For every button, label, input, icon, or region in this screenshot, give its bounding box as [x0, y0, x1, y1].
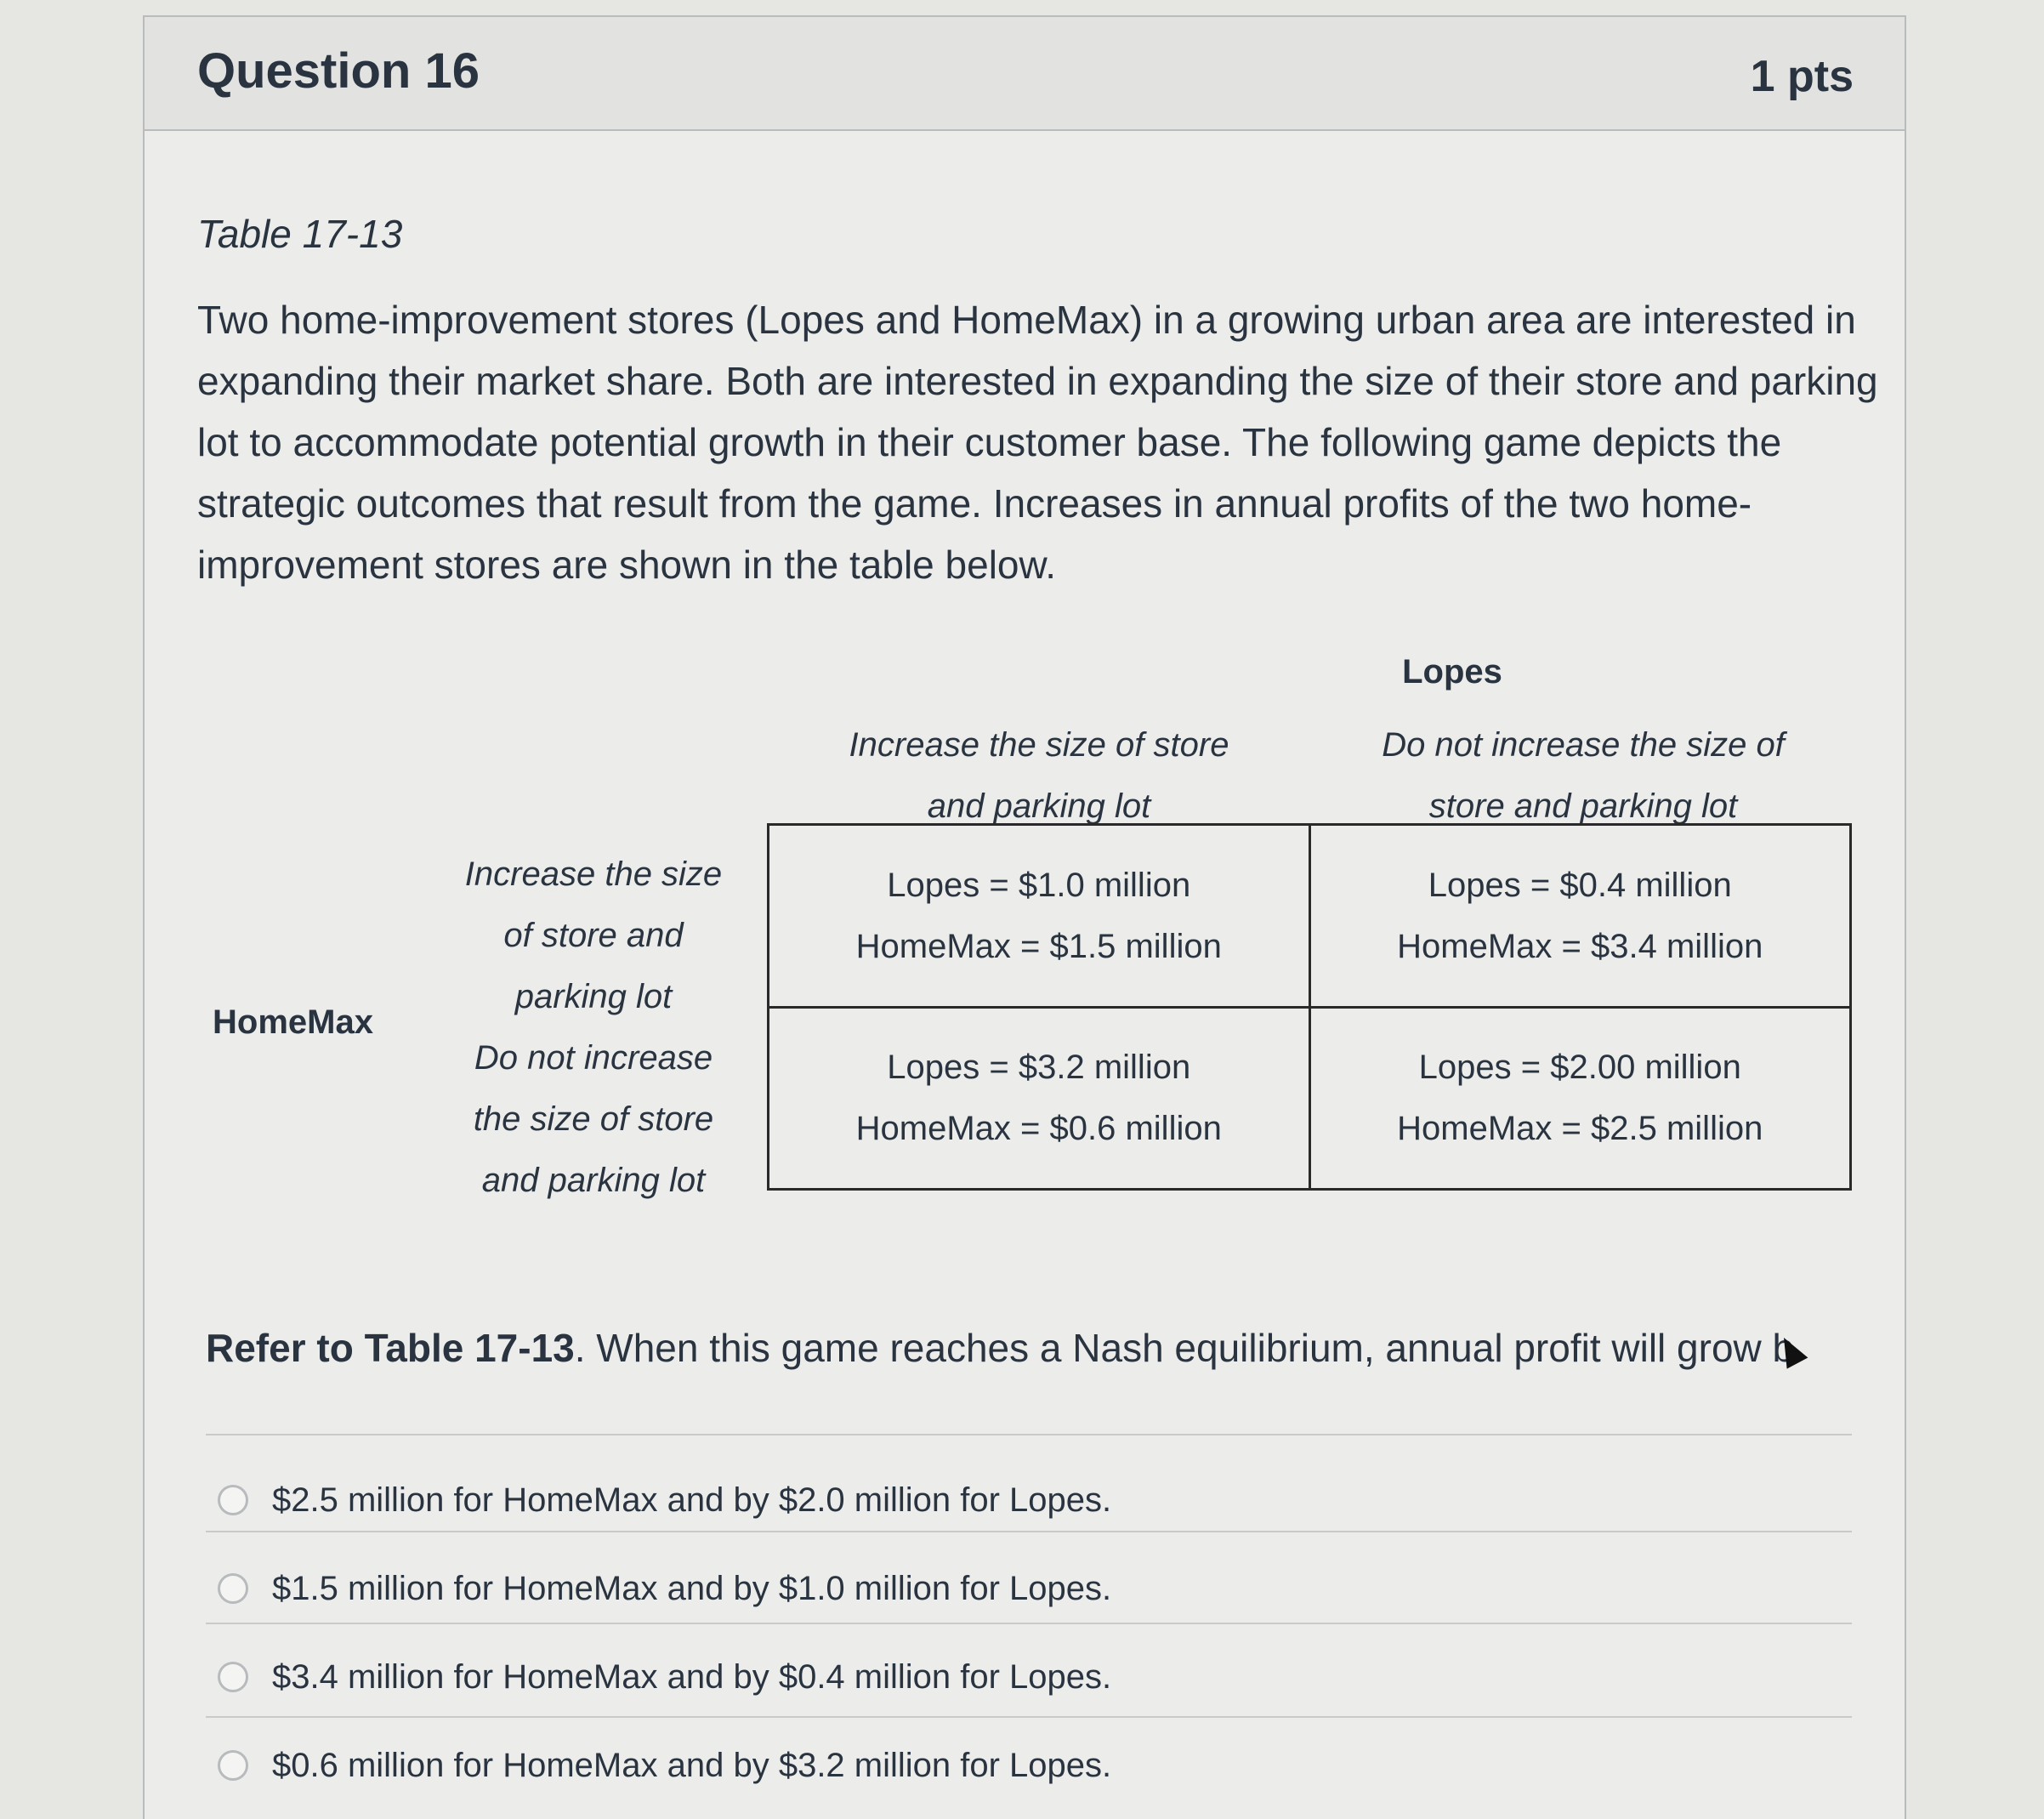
column-header-line: Increase the size of store: [849, 726, 1229, 764]
lopes-payoff: Lopes = $0.4 million: [1428, 866, 1732, 904]
radio-button[interactable]: [218, 1485, 248, 1515]
answer-label: $3.4 million for HomeMax and by $0.4 million for Lopes.: [272, 1657, 1112, 1696]
column-header-line: Do not increase the size of: [1382, 726, 1785, 764]
answer-label: $2.5 million for HomeMax and by $2.0 million for Lopes.: [272, 1481, 1112, 1519]
column-header-line: and parking lot: [927, 787, 1151, 825]
table-label: Table 17-13: [197, 212, 403, 256]
question-points: 1 pts: [1750, 52, 1854, 101]
radio-button[interactable]: [218, 1573, 248, 1604]
question-card: [143, 15, 1906, 1819]
answer-label: $1.5 million for HomeMax and by $1.0 million for Lopes.: [272, 1569, 1112, 1607]
row-header-line: of store and: [503, 917, 684, 954]
payoff-row: [769, 1007, 1851, 1190]
question-reference: Refer to Table 17-13: [206, 1326, 575, 1370]
homemax-payoff: HomeMax = $1.5 million: [855, 927, 1222, 965]
question-intro: [197, 289, 1889, 595]
divider: [206, 1623, 1852, 1624]
payoff-row: [769, 825, 1851, 1008]
divider: [206, 1716, 1852, 1718]
payoff-cell: [769, 1007, 1310, 1190]
radio-button[interactable]: [218, 1662, 248, 1692]
intro-text: Two home-improvement stores (Lopes and HomeMax) in a growing urban area are interested in expanding their market share. Both are interested in expanding the size of their store and parking lot to accommodate potential growth in their customer base. The following game depicts the strategic outcomes that result from the game. Increases in annual profits of the two home-improvement stores are shown in the table below.: [197, 298, 1878, 587]
homemax-payoff: HomeMax = $2.5 million: [1397, 1110, 1763, 1148]
lopes-payoff: Lopes = $1.0 million: [887, 866, 1191, 904]
row-header-line: and parking lot: [481, 1162, 706, 1199]
divider: [206, 1434, 1852, 1435]
payoff-cell: [1309, 1007, 1851, 1190]
column-player-label: Lopes: [1402, 653, 1502, 691]
row-header-not-increase: [440, 1027, 747, 1211]
row-header-line: Do not increase: [474, 1039, 713, 1077]
payoff-cell: [769, 825, 1310, 1008]
payoff-cell: [1309, 825, 1851, 1008]
answer-option[interactable]: [206, 1633, 1852, 1721]
row-header-increase: [440, 844, 747, 1027]
question-title: Question 16: [197, 43, 480, 99]
column-header-line: store and parking lot: [1428, 787, 1738, 825]
lopes-payoff: Lopes = $3.2 million: [887, 1049, 1191, 1087]
homemax-payoff: HomeMax = $0.6 million: [855, 1110, 1222, 1148]
row-header-line: Increase the size: [464, 855, 723, 893]
row-header-line: parking lot: [514, 978, 673, 1015]
column-header-not-increase: [1311, 714, 1855, 837]
lopes-payoff: Lopes = $2.00 million: [1418, 1049, 1741, 1087]
divider: [206, 1531, 1852, 1532]
payoff-table: [767, 823, 1852, 1191]
row-header-line: the size of store: [473, 1100, 714, 1138]
answer-option[interactable]: [206, 1721, 1852, 1810]
homemax-payoff: HomeMax = $3.4 million: [1397, 927, 1763, 965]
question-prompt: [206, 1325, 1898, 1371]
column-header-increase: [770, 714, 1308, 837]
question-header: [145, 17, 1905, 131]
question-prompt-text: . When this game reaches a Nash equilibrium, annual profit will grow b: [574, 1326, 1795, 1370]
row-player-label: HomeMax: [213, 1003, 373, 1041]
answer-label: $0.6 million for HomeMax and by $3.2 million for Lopes.: [272, 1746, 1112, 1784]
answer-option[interactable]: [206, 1544, 1852, 1633]
radio-button[interactable]: [218, 1750, 248, 1781]
